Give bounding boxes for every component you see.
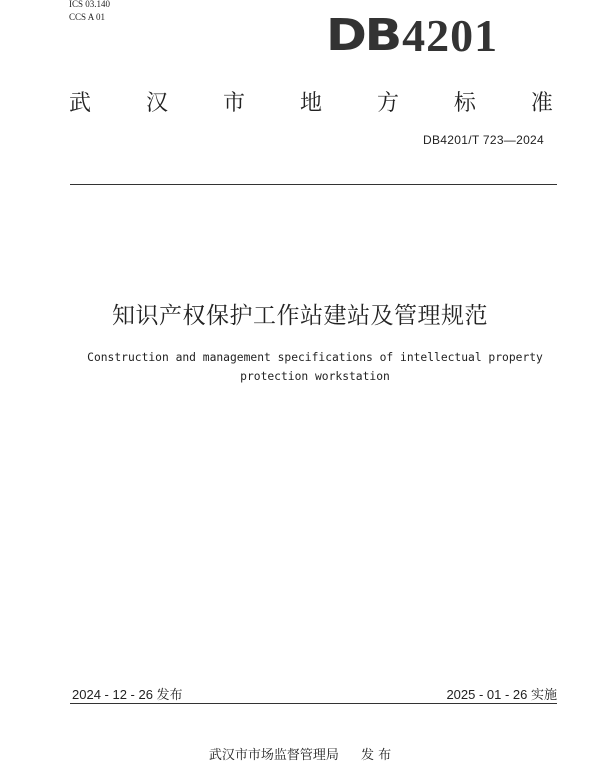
standard-number: DB4201/T 723—2024 — [423, 133, 544, 147]
standard-type-char: 地 — [299, 91, 322, 116]
title-english — [70, 348, 560, 386]
ccs-code: CCS A 01 — [69, 12, 106, 22]
standard-type-char: 武 — [69, 91, 92, 116]
title-english-line: protection workstation — [240, 370, 390, 383]
standard-logo — [326, 10, 498, 60]
standard-type-heading — [69, 86, 553, 117]
logo-letters: DB — [326, 9, 400, 61]
standard-type-char: 标 — [453, 91, 476, 116]
standard-type-char: 汉 — [145, 91, 168, 116]
release-date: 2024 - 12 - 26 发布 — [72, 687, 183, 702]
title-chinese: 知识产权保护工作站建站及管理规范 — [112, 303, 488, 329]
implementation-date: 2025 - 01 - 26 实施 — [446, 687, 557, 702]
title-english-line: Construction and management specifications of intellectual property — [87, 351, 543, 364]
ics-code: ICS 03.140 — [69, 0, 111, 9]
standard-type-char: 方 — [376, 91, 399, 116]
issuer-name: 武汉市市场监督管理局 — [208, 748, 339, 763]
standard-type-char: 市 — [222, 91, 245, 116]
top-divider — [70, 184, 557, 185]
issuer — [0, 744, 600, 763]
logo-number: 4201 — [402, 9, 499, 61]
issuer-action: 发 布 — [360, 748, 392, 763]
standard-type-char: 准 — [530, 91, 553, 116]
classification-codes — [69, 0, 110, 24]
bottom-divider — [70, 703, 557, 704]
